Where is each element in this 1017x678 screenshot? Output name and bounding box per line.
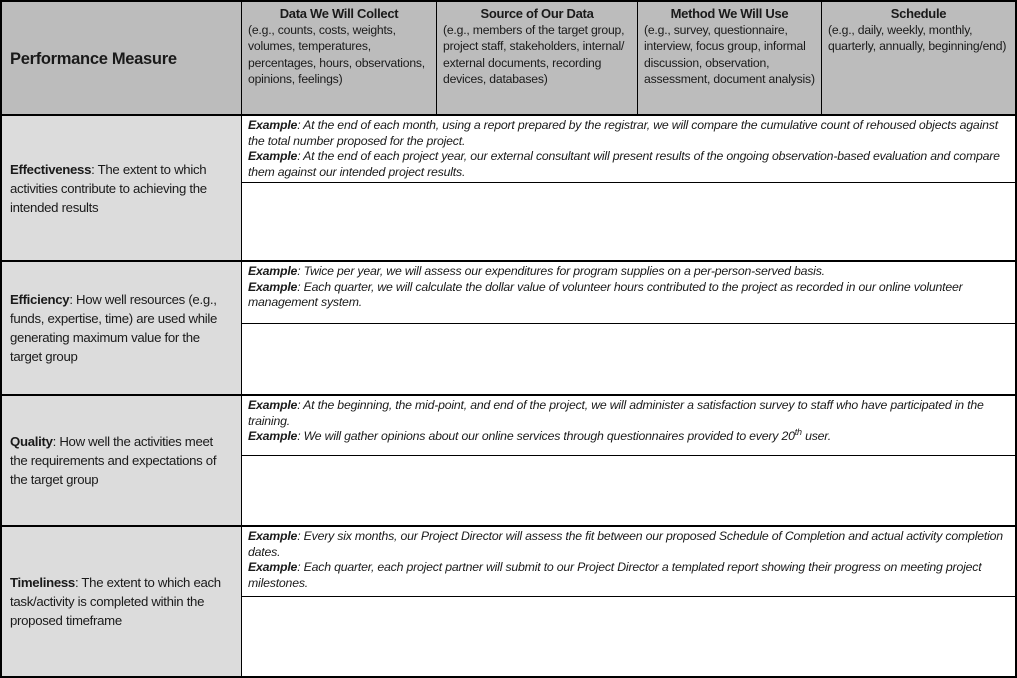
row-label-efficiency <box>2 262 242 396</box>
example-line <box>248 529 1007 560</box>
examples-quality <box>242 396 1015 456</box>
column-title: Data We Will Collect <box>279 6 399 21</box>
header-schedule <box>822 2 1015 116</box>
measure-term: Efficiency <box>10 292 70 307</box>
example-label: Example <box>248 118 298 132</box>
example-label: Example <box>248 149 298 164</box>
column-title: Method We Will Use <box>670 6 789 21</box>
example-text: : Every six months, our Project Director will assess the fit between our proposed Schedule of Completion and actual activity completion dates. <box>248 529 1003 559</box>
example-text: : At the beginning, the mid-point, and end of the project, we will administer a satisfaction survey to staff who have participated in the training. <box>248 398 984 428</box>
row-body-quality <box>242 396 1015 527</box>
example-line <box>248 149 1007 180</box>
examples-efficiency <box>242 262 1015 324</box>
example-line <box>248 398 1007 429</box>
fill-in-area-efficiency <box>242 324 1015 394</box>
example-label: Example <box>248 560 298 575</box>
example-text: : Twice per year, we will assess our expenditures for program supplies on a per-person-served basis. <box>297 264 825 278</box>
column-description: (e.g., survey, questionnaire, interview, focus group, informal discussion, observation, assessment, document analysis) <box>644 23 815 86</box>
example-label: Example <box>248 279 298 294</box>
column-description: (e.g., members of the target group, project staff, stakeholders, internal/ external documents, recording devices, databases) <box>443 23 625 86</box>
column-title: Source of Our Data <box>480 6 594 21</box>
row-body-effectiveness <box>242 116 1015 262</box>
example-text: : We will gather opinions about our online services through questionnaires provided to every 20 <box>297 429 795 444</box>
example-line <box>248 280 1007 311</box>
fill-in-area-effectiveness <box>242 183 1015 260</box>
column-title: Schedule <box>890 6 947 21</box>
example-label: Example <box>248 529 298 543</box>
row-label-text <box>10 432 231 489</box>
measure-term: Effectiveness <box>10 161 92 177</box>
fill-in-area-timeliness <box>242 597 1015 676</box>
row-body-efficiency <box>242 262 1015 396</box>
row-label-quality <box>2 396 242 527</box>
example-line <box>248 429 1007 445</box>
examples-timeliness <box>242 527 1015 597</box>
measure-definition: : How well the activities meet the requirements and expectations of the target group <box>10 434 217 487</box>
example-text: : At the end of each project year, our external consultant will present results of the ongoing observation-based evaluation and compare them against our intended project results. <box>248 149 1000 179</box>
row-label-effectiveness <box>2 116 242 262</box>
column-description: (e.g., daily, weekly, monthly, quarterly, annually, beginning/end) <box>828 23 1007 54</box>
measure-definition: : The extent to which each task/activity is completed within the proposed timeframe <box>10 575 221 628</box>
measure-term: Timeliness <box>10 575 75 590</box>
example-label: Example <box>248 264 298 278</box>
header-method-we-will-use <box>638 2 822 116</box>
header-performance-measure <box>2 2 242 116</box>
measure-term: Quality <box>10 434 53 449</box>
example-text: : At the end of each month, using a report prepared by the registrar, we will compare the cumulative count of rehoused objects against the total number proposed for the project. <box>248 118 998 148</box>
row-label-timeliness <box>2 527 242 676</box>
header-performance-measure-label: Performance Measure <box>10 50 177 68</box>
example-text-tail: user. <box>801 429 831 444</box>
fill-in-area-quality <box>242 456 1015 525</box>
row-body-timeliness <box>242 527 1015 676</box>
measure-definition: : The extent to which activities contribute to achieving the intended results <box>10 161 207 215</box>
row-label-text <box>10 160 231 217</box>
header-source-of-our-data <box>437 2 638 116</box>
example-label: Example <box>248 429 298 444</box>
examples-effectiveness <box>242 116 1015 183</box>
measure-definition: : How well resources (e.g., funds, expertise, time) are used while generating maximum value for the target group <box>10 292 218 364</box>
header-data-we-will-collect <box>242 2 437 116</box>
ordinal-suffix: th <box>794 427 802 438</box>
example-line <box>248 264 1007 280</box>
example-line <box>248 118 1007 149</box>
row-label-text <box>10 290 231 366</box>
example-text: : Each quarter, each project partner will submit to our Project Director a templated report showing their progress on meeting project milestones. <box>248 560 982 590</box>
example-label: Example <box>248 398 298 412</box>
column-description: (e.g., counts, costs, weights, volumes, temperatures, percentages, hours, observations, opinions, feelings) <box>248 23 425 86</box>
example-text: : Each quarter, we will calculate the dollar value of volunteer hours contributed to the project as recorded in our online volunteer management system. <box>248 279 963 310</box>
row-label-text <box>10 573 231 630</box>
example-line <box>248 560 1007 591</box>
